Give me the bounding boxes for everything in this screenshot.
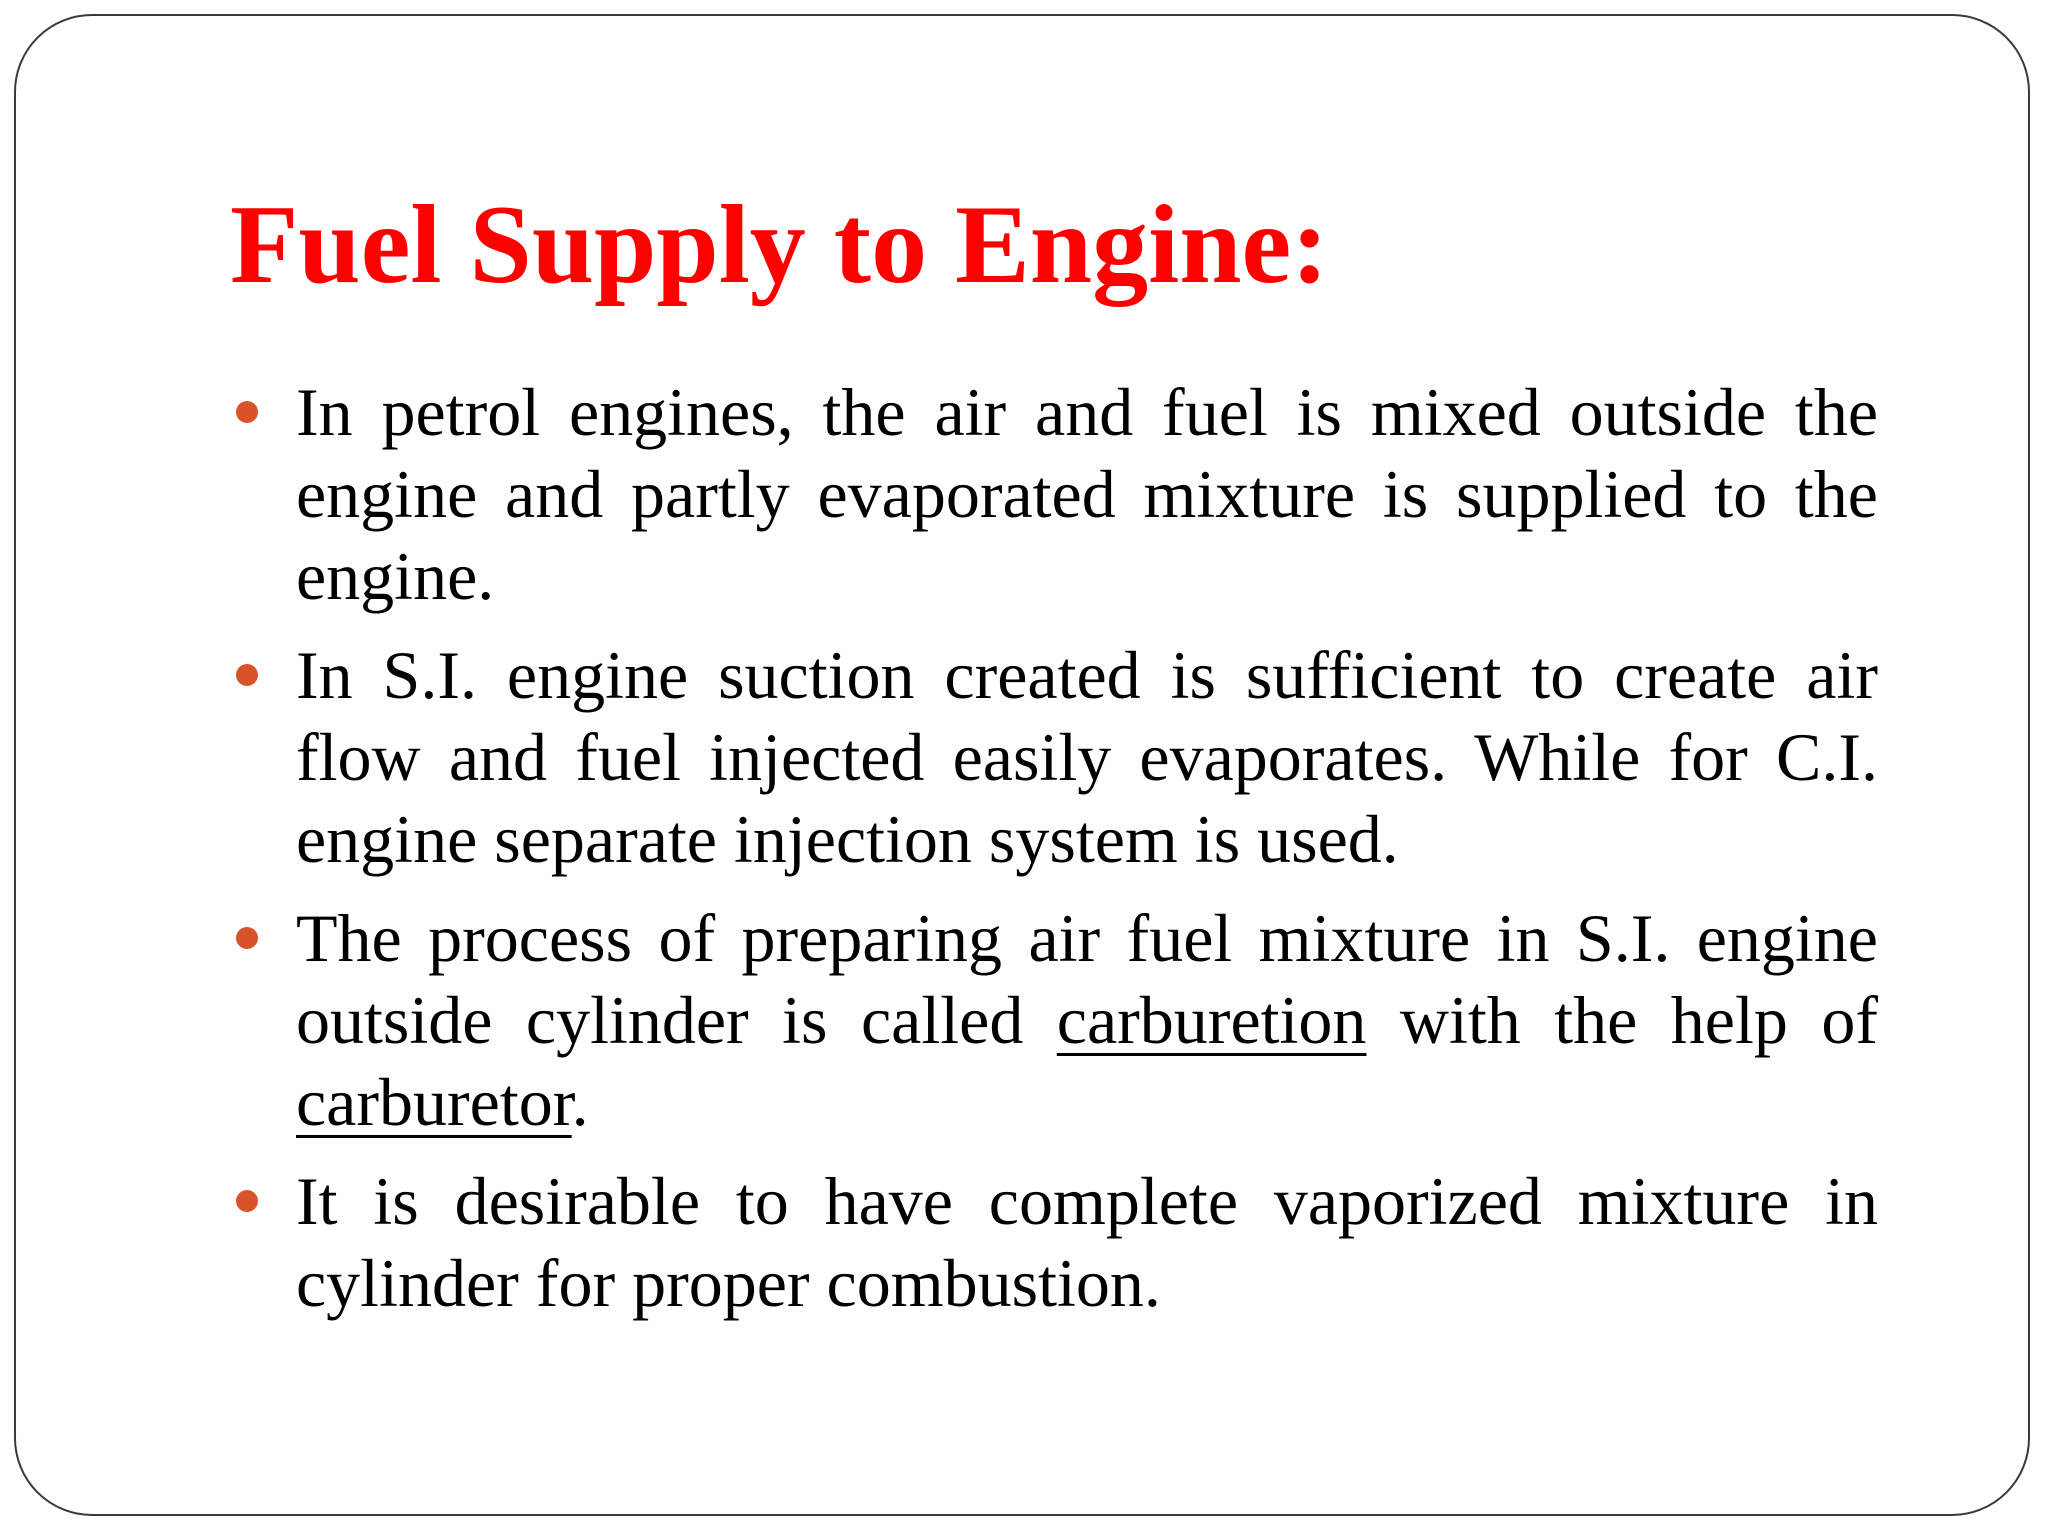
slide-title: Fuel Supply to Engine: <box>230 183 1329 307</box>
bullet-text: It is desirable to have complete vaporized mixture in cylinder for proper combustion. <box>296 1163 1878 1321</box>
bullet-text: In S.I. engine suction created is sufficient to create air flow and fuel injected easily evaporates. While for C.I. engine separate injection system is used. <box>296 637 1878 877</box>
bullet-text-part: The process of preparing air fuel mixture in S.I. engine outside cylinder is called <box>296 900 1878 1058</box>
bullet-text: In petrol engines, the air and fuel is mixed outside the engine and partly evaporated mixture is supplied to the engine. <box>296 374 1878 614</box>
bullet-dot-icon <box>236 927 258 949</box>
bullet-item <box>236 897 1878 1143</box>
bullet-dot-icon <box>236 664 258 686</box>
bullet-list <box>236 371 1878 1341</box>
bullet-dot-icon <box>236 401 258 423</box>
bullet-item <box>236 371 1878 617</box>
term-carburetor: carburetor <box>296 1064 572 1140</box>
bullet-text-part: . <box>571 1064 589 1140</box>
bullet-text-part: with the help of <box>1366 982 1878 1058</box>
bullet-item <box>236 1160 1878 1324</box>
term-carburetion: carburetion <box>1056 982 1367 1058</box>
bullet-dot-icon <box>236 1190 258 1212</box>
slide-frame <box>14 14 2030 1516</box>
bullet-item <box>236 634 1878 880</box>
